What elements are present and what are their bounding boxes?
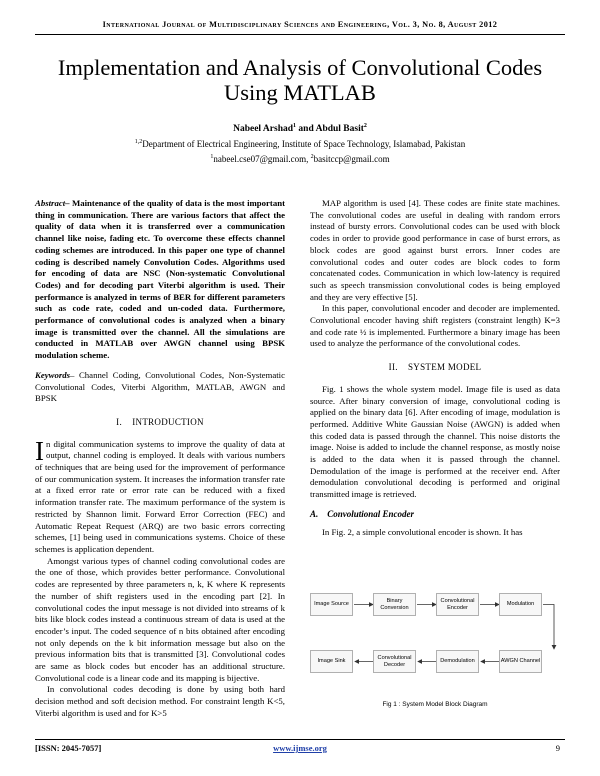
intro-paragraph-1 bbox=[35, 435, 285, 556]
figure-caption: Fig 1 : System Model Block Diagram bbox=[382, 701, 488, 708]
affiliation bbox=[0, 139, 600, 149]
section-heading-system-model: II. SYSTEM MODEL bbox=[388, 362, 482, 373]
node-convolutional-decoder: Convolutional Decoder bbox=[373, 650, 416, 673]
left-column bbox=[35, 198, 285, 720]
footer-link[interactable]: www.ijmse.org bbox=[273, 743, 327, 753]
arrow-modulation-to-channel bbox=[543, 605, 554, 650]
journal-header: International Journal of Multidisciplinary Sciences and Engineering, Vol. 3, No. 8, August 2012 bbox=[102, 20, 498, 29]
node-image-sink: Image Sink bbox=[310, 650, 353, 673]
authors bbox=[0, 124, 600, 134]
email-2-sup: 2 bbox=[310, 154, 314, 160]
node-demodulation: Demodulation bbox=[436, 650, 479, 673]
abstract-text: – Maintenance of the quality of data is the most important thing in communication. There are various factors that affect the quality of data when it is transferred over a communication channel like noise, fading etc. To overcome these effects channel coding schemes are introduced. In this paper one type of channel coding is described namely Convolution Codes. Algorithms used for encoding of data are NSC (Non-systematic Convolutional Codes) and for decoding part Viterbi algorithm is used. Their performance is analyzed in terms of BER for different parameters such as code rate, coded and un-coded data. Furthermore, performance of convolutional codes is analyzed when a binary image is transmitted over the channel. All the simulations are conducted in MATLAB over AWGN channel using BPSK modulation scheme. bbox=[35, 198, 285, 361]
email-2: basitccp@gmail.com bbox=[313, 154, 390, 164]
affiliation-sup: 1,2 bbox=[134, 139, 143, 145]
node-image-source: Image Source bbox=[310, 593, 353, 616]
intro-paragraph-3: In convolutional codes decoding is done by using both hard decision method and soft decision method. For constraint length K<5, Viterbi algorithm is used and for K>5 bbox=[35, 684, 285, 718]
right-column bbox=[310, 198, 560, 538]
paper-title: Implementation and Analysis of Convolutional Codes Using MATLAB bbox=[57, 55, 543, 105]
author-separator: and bbox=[296, 124, 316, 134]
abstract-label: Abstract bbox=[35, 198, 66, 208]
footer-rule bbox=[35, 739, 565, 740]
intro-paragraph-1-text: n digital communication systems to improve the quality of data at output, channel coding is employed. It deals with various numbers of techniques that are being used for the improvement of performance of our communication system. It increases the information transfer rate at a fixed error rate or error rate can be reduced with a fixed information transfer rate. The maximum performance of the system is restricted by Shannon limit. Forward Error Correction (FEC) and Automatic Repeat Request (ARQ) are two basic errors correcting schemes, [1] being used in communications systems. Choice of these schemes is application dependent. bbox=[35, 438, 285, 554]
keywords bbox=[35, 370, 285, 405]
body-paragraph-2: In this paper, convolutional encoder and decoder are implemented. Convolutional encoder having shift registers (constraint length) K=3 and code rate ½ is implemented. Furthermore a binary image has been used to analyze the performance of the convolutional codes. bbox=[310, 303, 560, 349]
keywords-text: – Channel Coding, Convolutional Codes, Non-Systematic Convolutional Codes, Viterbi Algorithm, MATLAB, AWGN and BPSK bbox=[35, 369, 285, 404]
node-convolutional-encoder: Convolutional Encoder bbox=[436, 593, 479, 616]
drop-cap: I bbox=[35, 435, 44, 466]
email-1: nabeel.cse07@gmail.com, bbox=[213, 154, 311, 164]
system-model-diagram bbox=[310, 580, 560, 682]
keywords-label: Keywords bbox=[35, 369, 70, 380]
email-1-sup: 1 bbox=[210, 154, 214, 160]
emails bbox=[0, 154, 600, 164]
body-paragraph-1: MAP algorithm is used [4]. These codes are finite state machines. The convolutional codes are useful in dealing with random errors instead of bursty errors. Convolutional codes can be used with block codes in order to provide good performance in case of burst errors, as block codes are good against burst errors. Inner codes are convolutional codes and outer codes are block codes to form concatenated codes. Communication in which low-latency is required such as speech transmission convolutional codes is being employed and they are very effective [5]. bbox=[310, 198, 560, 302]
body-paragraph-4: In Fig. 2, a simple convolutional encoder is shown. It has bbox=[322, 526, 523, 537]
section-heading-introduction: I. INTRODUCTION bbox=[116, 416, 204, 427]
author-2: Abdul Basit bbox=[315, 124, 364, 134]
node-binary-conversion: Binary Conversion bbox=[373, 593, 416, 616]
author-2-sup: 2 bbox=[363, 122, 367, 129]
affiliation-text: Department of Electrical Engineering, Institute of Space Technology, Islamabad, Pakistan bbox=[142, 139, 466, 149]
intro-paragraph-2: Amongst various types of channel coding convolutional codes are the one of those, which provides better performance. Convolutional codes are represented by three parameters n, k, K where K represents the number of shift registers used in the encoding part [2]. In convolutional codes the input message is not divided into streams of k bits like block codes instead a continuous stream of data is used at the encoder’s input. The coded sequence of n bits obtained after encoding not only depends on the k bit information message but also on the previous information bits that is transmitted [3]. Convolutional codes are same as block codes but encoder has an additional structure. Convolutional code is a linear code and its mapping is bijective. bbox=[35, 555, 285, 683]
node-awgn-channel: AWGN Channel bbox=[499, 650, 542, 673]
author-1: Nabeel Arshad bbox=[233, 124, 294, 134]
author-1-sup: 1 bbox=[293, 122, 297, 129]
node-modulation: Modulation bbox=[499, 593, 542, 616]
abstract bbox=[35, 198, 285, 362]
page-number: 9 bbox=[555, 743, 560, 753]
footer-issn: [ISSN: 2045-7057] bbox=[35, 743, 102, 753]
subsection-heading-encoder: A. Convolutional Encoder bbox=[310, 508, 415, 519]
header-rule bbox=[35, 34, 565, 35]
body-paragraph-3: Fig. 1 shows the whole system model. Image file is used as data source. After binary conversion of image, convolutional coding is applied on the binary data [6]. After encoding of image, modulation is performed. Additive White Gaussian Noise (AWGN) is added when this coded data is passed through the channel. This noise distorts the image. Noise is added to include the channel response, as mostly noise is added to the data when it is passed through the channel. Demodulation of the image is performed at the receiver end. After demodulation convolutional decoding is performed and original transmitted image is retrieved. bbox=[310, 383, 560, 500]
